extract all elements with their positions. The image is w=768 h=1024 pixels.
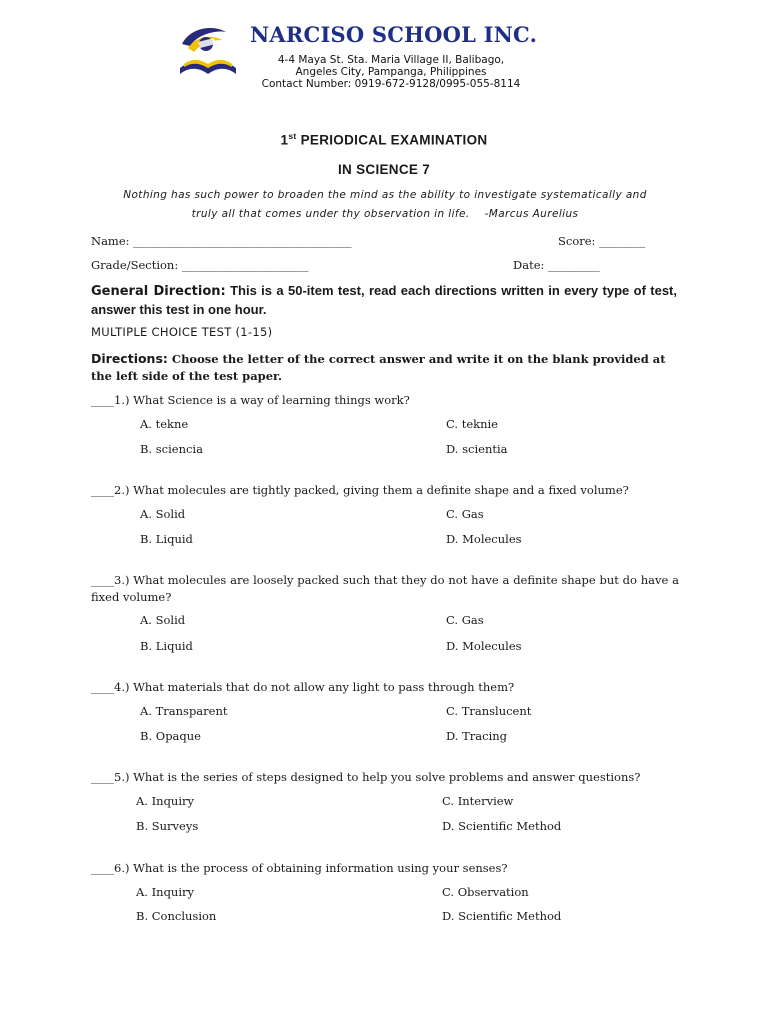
general-direction [91,282,677,319]
question-5-option-a: A. Inquiry [136,794,195,808]
question-2-option-c: C. Gas [446,507,484,521]
question-3-option-a: A. Solid [140,613,186,627]
question-1: ____1.) What Science is a way of learning things work? [91,393,410,407]
question-5-option-b: B. Surveys [136,819,199,833]
exam-subtitle: IN SCIENCE 7 [337,162,431,177]
school-address-line2: Angeles City, Pampanga, Philippines [295,66,487,78]
question-6-option-b: B. Conclusion [136,909,217,923]
grade-section-field[interactable]: Grade/Section: ______________________ [91,258,309,272]
quote [100,186,670,224]
question-4-option-d: D. Tracing [446,729,508,743]
directions-label: Directions: [91,351,168,366]
question-4-option-b: B. Opaque [140,729,201,743]
question-5-option-c: C. Interview [442,794,514,808]
question-6-option-d: D. Scientific Method [442,909,562,923]
exam-title [0,131,768,148]
general-direction-text: This is a 50-item test, read each directions written in every type of test, answer this test in one hour. [91,283,677,317]
question-4-option-a: A. Transparent [140,704,228,718]
question-2-option-b: B. Liquid [140,532,193,546]
question-5-option-d: D. Scientific Method [442,819,562,833]
general-direction-label: General Direction: [91,284,226,299]
question-3: ____3.) What molecules are loosely packed such that they do not have a definite shape but do have a fixed volume? [91,573,679,604]
exam-title-text: PERIODICAL EXAMINATION [296,132,488,148]
section-heading: MULTIPLE CHOICE TEST (1-15) [91,325,273,339]
question-5: ____5.) What is the series of steps designed to help you solve problems and answer questions? [91,770,641,784]
section-directions [91,350,679,385]
question-4-option-c: C. Translucent [446,704,532,718]
question-2-option-a: A. Solid [140,507,186,521]
question-1-option-d: D. scientia [446,442,508,456]
school-address-line1: 4-4 Maya St. Sta. Maria Village II, Balibago, [277,54,505,66]
question-2-option-d: D. Molecules [446,532,522,546]
date-field[interactable]: Date: _________ [513,258,600,272]
directions-text: Choose the letter of the correct answer and write it on the blank provided at the left side of the test paper. [91,352,666,383]
school-name: NARCISO SCHOOL INC. [250,22,538,47]
question-1-option-b: B. sciencia [140,442,203,456]
question-3-option-d: D. Molecules [446,639,522,653]
quote-line1: Nothing has such power to broaden the mind as the ability to investigate systematically and [123,189,647,201]
question-6-option-c: C. Observation [442,885,529,899]
name-field[interactable]: Name: ______________________________________ [91,234,352,248]
school-seal-icon [176,24,240,80]
quote-line2: truly all that comes under thy observation in life. -Marcus Aurelius [191,208,579,220]
question-1-option-c: C. teknie [446,417,498,431]
question-3-option-b: B. Liquid [140,639,193,653]
score-field[interactable]: Score: ________ [558,234,646,248]
question-6: ____6.) What is the process of obtaining information using your senses? [91,861,508,875]
question-2: ____2.) What molecules are tightly packed, giving them a definite shape and a fixed volume? [91,483,629,497]
exam-title-ordinal: st [288,131,297,141]
question-4: ____4.) What materials that do not allow any light to pass through them? [91,680,515,694]
question-1-option-a: A. tekne [140,417,189,431]
exam-title-number: 1 [280,132,289,148]
question-3-option-c: C. Gas [446,613,484,627]
question-6-option-a: A. Inquiry [136,885,195,899]
school-contact: Contact Number: 0919-672-9128/0995-055-8114 [261,78,521,90]
